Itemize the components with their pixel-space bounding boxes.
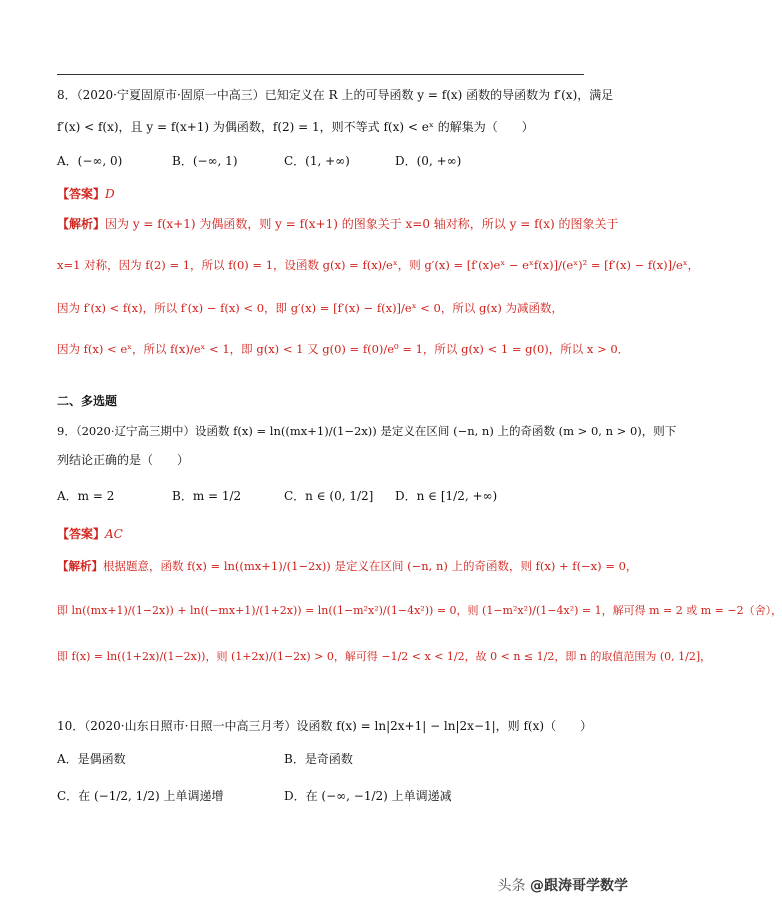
q8-answer-value: D <box>105 187 115 201</box>
q9-answer-value: AC <box>105 527 123 541</box>
q10-option-a: A．是偶函数 <box>57 752 126 766</box>
watermark <box>498 875 628 895</box>
q8-analysis-line3: 因为 f′(x) < f(x)，所以 f′(x) − f(x) < 0，即 g′(x) = [f′(x) − f(x)]/eˣ < 0，所以 g(x) 为减函数， <box>57 301 563 315</box>
q10-option-d: D．在 (−∞, −1/2) 上单调递减 <box>284 789 452 803</box>
q9-stem-line1: 9．（2020·辽宁高三期中）设函数 f(x) = ln((mx+1)/(1−2x)) 是定义在区间 (−n, n) 上的奇函数 (m > 0, n > 0)，则下 <box>57 424 677 438</box>
q8-analysis-tag: 【解析】 <box>57 217 106 231</box>
q9-answer-tag: 【答案】 <box>57 527 106 541</box>
q10-option-b: B．是奇函数 <box>284 752 353 766</box>
watermark-handle: @跟涛哥学数学 <box>530 878 628 894</box>
q10-option-c: C．在 (−1/2, 1/2) 上单调递增 <box>57 789 224 803</box>
section-heading-multi-choice: 二、多选题 <box>57 394 118 408</box>
q9-analysis-tag: 【解析】 <box>57 559 103 573</box>
q9-analysis-text1: 根据题意，函数 f(x) = ln((mx+1)/(1−2x)) 是定义在区间 (−n, n) 上的奇函数，则 f(x) + f(−x) = 0， <box>103 559 638 573</box>
q9-option-a: A．m = 2 <box>57 489 115 503</box>
q8-answer-tag: 【答案】 <box>57 187 106 201</box>
q10-stem: 10．（2020·山东日照市·日照一中高三月考）设函数 f(x) = ln|2x+1| − ln|2x−1|，则 f(x)（ ） <box>57 719 593 733</box>
q8-analysis-line1 <box>57 215 619 233</box>
q8-option-d: D．(0, +∞) <box>395 154 462 168</box>
q9-analysis-line2: 即 ln((mx+1)/(1−2x)) + ln((−mx+1)/(1+2x)) = ln((1−m²x²)/(1−4x²)) = 0，则 (1−m²x²)/(1−4x²) = 1，解可得 m = 2 或 m = −2（舍）， <box>57 604 782 617</box>
q8-stem-line2: f′(x) < f(x)，且 y = f(x+1) 为偶函数，f(2) = 1，则不等式 f(x) < eˣ 的解集为（ ） <box>57 120 534 134</box>
q8-analysis-line4: 因为 f(x) < eˣ，所以 f(x)/eˣ < 1，即 g(x) < 1 又 g(0) = f(0)/e⁰ = 1，所以 g(x) < 1 = g(0)，所以 x > 0． <box>57 342 630 356</box>
q9-option-b: B．m = 1/2 <box>172 489 242 503</box>
q8-option-c: C．(1, +∞) <box>284 154 350 168</box>
q8-option-a: A．(−∞, 0) <box>57 154 123 168</box>
q8-option-b: B．(−∞, 1) <box>172 154 238 168</box>
top-rule <box>57 74 584 75</box>
q9-answer <box>57 525 587 543</box>
q8-analysis-text1: 因为 y = f(x+1) 为偶函数，则 y = f(x+1) 的图象关于 x=0 轴对称，所以 y = f(x) 的图象关于 <box>105 217 619 231</box>
q8-analysis-line2: x=1 对称，因为 f(2) = 1，所以 f(0) = 1，设函数 g(x) = f(x)/eˣ，则 g′(x) = [f′(x)eˣ − eˣf(x)]/(eˣ)² = [f′(x) − f(x)]/eˣ， <box>57 258 700 272</box>
q9-option-d: D．n ∈ [1/2, +∞) <box>395 489 498 503</box>
q8-stem-line1: 8．（2020·宁夏固原市·固原一中高三）已知定义在 R 上的可导函数 y = f(x) 函数的导函数为 f′(x)，满足 <box>57 88 614 102</box>
q9-analysis-line3: 即 f(x) = ln((1+2x)/(1−2x))，则 (1+2x)/(1−2x) > 0，解可得 −1/2 < x < 1/2，故 0 < n ≤ 1/2，即 n 的取值范围为 (0, 1/2]， <box>57 650 712 663</box>
q9-option-c: C．n ∈ (0, 1/2] <box>284 489 374 503</box>
q9-stem-line2: 列结论正确的是（ ） <box>57 453 190 467</box>
q8-answer <box>57 185 587 203</box>
q9-analysis-line1 <box>57 557 638 575</box>
watermark-prefix: 头条 <box>497 878 526 894</box>
